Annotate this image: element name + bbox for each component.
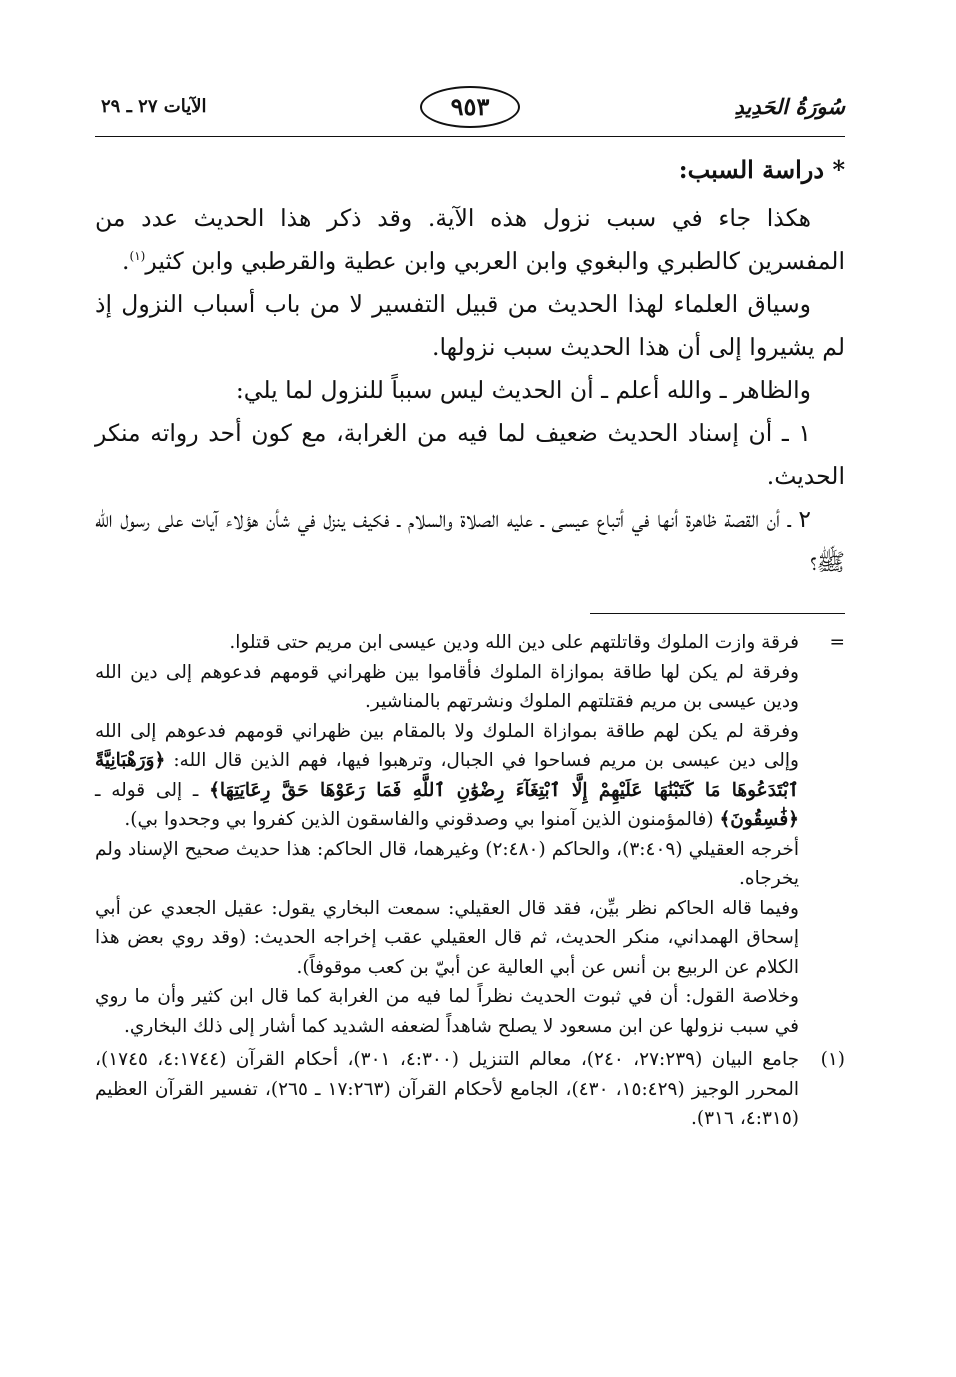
footnote-line: وفيما قاله الحاكم نظر بيِّن، فقد قال العقيلي: سمعت البخاري يقول: عقيل الجعدي عن أبي إسحاق الهمداني، منكر الحديث، ثم قال العقيلي عقب إخراجه الحديث: (وقد روي بعض هذا الكلام عن الربيع بن أنس عن أبي العالية عن أبيّ بن كعب موقوفاً).: [95, 897, 799, 978]
footnote-line: وخلاصة القول: أن في ثبوت الحديث نظراً لما فيه من الغرابة كما قال ابن كثير وأن ما روي في سبب نزولها عن ابن مسعود لا يصلح شاهداً لضعفه الشديد كما أشار إلى ذلك البخاري.: [95, 986, 799, 1037]
footnote-text: (فالمؤمنون الذين آمنوا بي وصدقوني والفاسقون الذين كفروا بي وجحدوا بي).: [124, 809, 720, 830]
book-page: [95, 72, 845, 1312]
section-heading: * دراسة السبب:: [678, 155, 845, 184]
footnote-text: ـ إلى قوله ـ: [95, 779, 210, 801]
page-number: ٩٥٣: [420, 86, 520, 128]
footnote-rule: [590, 613, 845, 614]
footnote-continuation: [95, 628, 845, 1041]
continuation-mark: =: [829, 632, 845, 653]
footnote-line: وفرقة لم يكن لها طاقة بموازاة الملوك فأقاموا بين ظهراني قومهم فدعوهم إلى دين الله ودين عيسى بن مريم فقتلتهم الملوك ونشرتهم بالمناشير.: [95, 661, 799, 712]
surah-title: سُورَةُ الحَدِيدِ: [734, 94, 845, 119]
footnotes: [95, 628, 845, 1138]
footnote-line: أخرجه العقيلي (٣:٤٠٩)، والحاكم (٢:٤٨٠) وغيرهما، قال الحاكم: هذا حديث صحيح الإسناد ولم يخرجاه.: [95, 838, 799, 889]
paragraph: والظاهر ـ والله أعلم ـ أن الحديث ليس سبباً للنزول لما يلي:: [235, 376, 811, 404]
page-header: [95, 86, 845, 126]
paragraph-text: هكذا جاء في سبب نزول هذه الآية. وقد ذكر هذا الحديث عدد من المفسرين كالطبري والبغوي وابن العربي وابن عطية والقرطبي وابن كثير: [95, 204, 845, 275]
paragraph: [95, 197, 845, 283]
footnote-line: جامع البيان (٢٧:٢٣٩، ٢٤٠)، معالم التنزيل (٤:٣٠٠، ٣٠١)، أحكام القرآن (٤:١٧٤٤، ١٧٤٥)، المحرر الوجيز (١٥:٤٢٩، ٤٣٠)، الجامع لأحكام القرآن (١٧:٢٦٣ ـ ٢٦٥)، تفسير القرآن العظيم (٤:٣١٥، ٣١٦).: [95, 1049, 800, 1129]
quran-quote: ﴿وَرَهْبَانِيَّةً ٱبْتَدَعُوهَا مَا كَتَبْنَٰهَا عَلَيْهِمْ إِلَّا ٱبْتِغَآءَ رِضْوَٰنِ ٱللَّهِ فَمَا رَعَوْهَا حَقَّ رِعَايَتِهَا﴾: [95, 750, 800, 801]
ayat-range: الآيات ٢٧ ـ ٢٩: [101, 96, 207, 117]
footnote-number: (١): [820, 1049, 845, 1070]
main-text: [95, 148, 845, 584]
numbered-point: ٢ ـ أن القصة ظاهرة أنها في أتباع عيسى ـ عليه الصلاة والسلام ـ فكيف ينزل في شأن هؤلاء آيات على رسول الله ﷺ؟: [95, 505, 845, 576]
footnote-text: وفرقة لم يكن لهم طاقة بموازاة الملوك ولا بالمقام بين ظهراني قومهم فدعوهم إلى الله وإلى دين عيسى بن مريم فساحوا في الجبال، وترهبوا فيها، فهم الذين قال الله:: [95, 720, 799, 771]
footnote-ref: (١): [129, 249, 146, 264]
numbered-point: ١ ـ أن إسناد الحديث ضعيف لما فيه من الغرابة، مع كون أحد رواته منكر الحديث.: [95, 419, 845, 490]
footnote-line: [95, 717, 799, 835]
paragraph-end: .: [122, 247, 130, 275]
footnote-1: [95, 1045, 845, 1134]
paragraph: وسياق العلماء لهذا الحديث من قبيل التفسير لا من باب أسباب النزول إذ لم يشيروا إلى أن هذا الحديث سبب نزولها.: [95, 290, 845, 361]
footnote-line: فرقة وازت الملوك وقاتلتهم على دين الله ودين عيسى ابن مريم حتى قتلوا.: [229, 632, 799, 653]
header-rule: [95, 136, 845, 137]
quran-quote-end: ﴿فَٰسِقُونَ﴾: [719, 809, 799, 830]
